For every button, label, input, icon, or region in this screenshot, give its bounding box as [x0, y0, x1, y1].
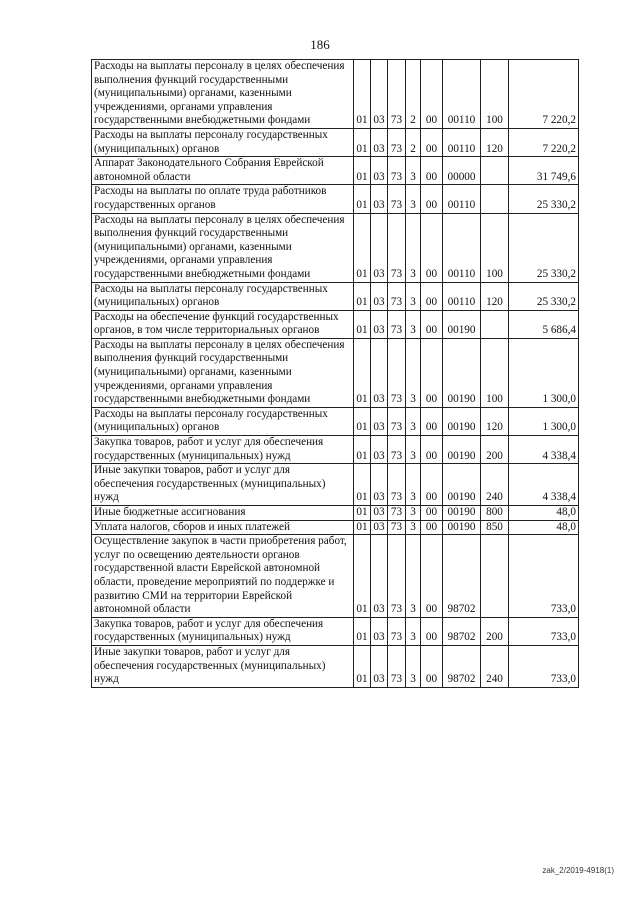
- section-code-cell: 01: [354, 506, 371, 521]
- target-article-direction-cell: 00190: [443, 310, 481, 338]
- expense-type-code-cell: 240: [481, 464, 509, 506]
- target-article-subprogram-cell: 3: [406, 213, 421, 282]
- table-row: [92, 407, 579, 435]
- expense-type-code-cell: 100: [481, 213, 509, 282]
- subsection-code-cell: 03: [371, 645, 388, 687]
- expense-name-cell: Расходы на выплаты персоналу государственных (муниципальных) органов: [92, 282, 354, 310]
- amount-cell: 48,0: [509, 506, 579, 521]
- subsection-code-cell: 03: [371, 157, 388, 185]
- subsection-code-cell: 03: [371, 128, 388, 156]
- amount-cell: 7 220,2: [509, 60, 579, 129]
- table-row: [92, 282, 579, 310]
- expense-name-cell: Расходы на выплаты персоналу в целях обеспечения выполнения функций государственными (муниципальными) органами, казенными учреждениями, органами управления государственными внебюджетными фондами: [92, 338, 354, 407]
- target-article-direction-cell: 00000: [443, 157, 481, 185]
- expense-name-cell: Расходы на выплаты по оплате труда работников государственных органов: [92, 185, 354, 213]
- table-row: [92, 464, 579, 506]
- expense-type-code-cell: 800: [481, 506, 509, 521]
- subsection-code-cell: 03: [371, 520, 388, 535]
- target-article-group-cell: 00: [421, 506, 443, 521]
- target-article-program-cell: 73: [388, 436, 406, 464]
- expense-type-code-cell: 200: [481, 617, 509, 645]
- target-article-subprogram-cell: 3: [406, 407, 421, 435]
- target-article-subprogram-cell: 3: [406, 617, 421, 645]
- target-article-program-cell: 73: [388, 310, 406, 338]
- table-row: [92, 617, 579, 645]
- expense-type-code-cell: 120: [481, 128, 509, 156]
- target-article-direction-cell: 00110: [443, 282, 481, 310]
- expense-name-cell: Расходы на выплаты персоналу государственных (муниципальных) органов: [92, 128, 354, 156]
- section-code-cell: 01: [354, 157, 371, 185]
- target-article-direction-cell: 00110: [443, 213, 481, 282]
- target-article-subprogram-cell: 3: [406, 157, 421, 185]
- target-article-direction-cell: 00190: [443, 407, 481, 435]
- expense-name-cell: Расходы на обеспечение функций государственных органов, в том числе территориальных органов: [92, 310, 354, 338]
- subsection-code-cell: 03: [371, 60, 388, 129]
- section-code-cell: 01: [354, 617, 371, 645]
- target-article-group-cell: 00: [421, 617, 443, 645]
- target-article-group-cell: 00: [421, 213, 443, 282]
- target-article-subprogram-cell: 3: [406, 185, 421, 213]
- section-code-cell: 01: [354, 407, 371, 435]
- subsection-code-cell: 03: [371, 407, 388, 435]
- subsection-code-cell: 03: [371, 338, 388, 407]
- table-row: [92, 645, 579, 687]
- expense-type-code-cell: [481, 185, 509, 213]
- target-article-direction-cell: 00190: [443, 436, 481, 464]
- amount-cell: 25 330,2: [509, 185, 579, 213]
- expense-name-cell: Аппарат Законодательного Собрания Еврейской автономной области: [92, 157, 354, 185]
- table-row: [92, 520, 579, 535]
- table-row: [92, 506, 579, 521]
- target-article-subprogram-cell: 3: [406, 645, 421, 687]
- target-article-direction-cell: 98702: [443, 617, 481, 645]
- amount-cell: 25 330,2: [509, 282, 579, 310]
- amount-cell: 733,0: [509, 645, 579, 687]
- target-article-subprogram-cell: 3: [406, 282, 421, 310]
- section-code-cell: 01: [354, 128, 371, 156]
- target-article-subprogram-cell: 3: [406, 520, 421, 535]
- target-article-program-cell: 73: [388, 520, 406, 535]
- budget-table: [91, 59, 579, 688]
- page-number: 186: [310, 37, 330, 52]
- target-article-program-cell: 73: [388, 185, 406, 213]
- target-article-program-cell: 73: [388, 535, 406, 618]
- amount-cell: 1 300,0: [509, 407, 579, 435]
- table-row: [92, 535, 579, 618]
- table-row: [92, 213, 579, 282]
- expense-type-code-cell: 850: [481, 520, 509, 535]
- amount-cell: 4 338,4: [509, 436, 579, 464]
- target-article-group-cell: 00: [421, 310, 443, 338]
- target-article-program-cell: 73: [388, 464, 406, 506]
- expense-type-code-cell: [481, 310, 509, 338]
- section-code-cell: 01: [354, 338, 371, 407]
- amount-cell: 5 686,4: [509, 310, 579, 338]
- section-code-cell: 01: [354, 520, 371, 535]
- amount-cell: 733,0: [509, 535, 579, 618]
- subsection-code-cell: 03: [371, 617, 388, 645]
- expense-type-code-cell: 240: [481, 645, 509, 687]
- target-article-direction-cell: 00190: [443, 464, 481, 506]
- expense-type-code-cell: 120: [481, 282, 509, 310]
- target-article-direction-cell: 00190: [443, 338, 481, 407]
- target-article-direction-cell: 00190: [443, 520, 481, 535]
- table-row: [92, 338, 579, 407]
- budget-table-body: [92, 60, 579, 688]
- expense-name-cell: Иные закупки товаров, работ и услуг для обеспечения государственных (муниципальных) нужд: [92, 645, 354, 687]
- target-article-program-cell: 73: [388, 617, 406, 645]
- section-code-cell: 01: [354, 464, 371, 506]
- target-article-group-cell: 00: [421, 464, 443, 506]
- target-article-subprogram-cell: 3: [406, 464, 421, 506]
- table-row: [92, 310, 579, 338]
- section-code-cell: 01: [354, 282, 371, 310]
- target-article-direction-cell: 00110: [443, 185, 481, 213]
- target-article-group-cell: 00: [421, 185, 443, 213]
- target-article-group-cell: 00: [421, 282, 443, 310]
- target-article-subprogram-cell: 3: [406, 310, 421, 338]
- target-article-direction-cell: 98702: [443, 645, 481, 687]
- section-code-cell: 01: [354, 310, 371, 338]
- expense-name-cell: Расходы на выплаты персоналу в целях обеспечения выполнения функций государственными (муниципальными) органами, казенными учреждениями, органами управления государственными внебюджетными фондами: [92, 60, 354, 129]
- subsection-code-cell: 03: [371, 185, 388, 213]
- section-code-cell: 01: [354, 185, 371, 213]
- target-article-subprogram-cell: 2: [406, 128, 421, 156]
- expense-name-cell: Иные закупки товаров, работ и услуг для обеспечения государственных (муниципальных) нужд: [92, 464, 354, 506]
- expense-name-cell: Расходы на выплаты персоналу в целях обеспечения выполнения функций государственными (муниципальными) органами, казенными учреждениями, органами управления государственными внебюджетными фондами: [92, 213, 354, 282]
- table-row: [92, 185, 579, 213]
- target-article-group-cell: 00: [421, 60, 443, 129]
- target-article-program-cell: 73: [388, 338, 406, 407]
- target-article-group-cell: 00: [421, 128, 443, 156]
- target-article-group-cell: 00: [421, 645, 443, 687]
- subsection-code-cell: 03: [371, 310, 388, 338]
- target-article-group-cell: 00: [421, 407, 443, 435]
- amount-cell: 733,0: [509, 617, 579, 645]
- target-article-program-cell: 73: [388, 645, 406, 687]
- expense-type-code-cell: 100: [481, 60, 509, 129]
- target-article-group-cell: 00: [421, 157, 443, 185]
- table-row: [92, 436, 579, 464]
- target-article-program-cell: 73: [388, 213, 406, 282]
- target-article-program-cell: 73: [388, 282, 406, 310]
- target-article-subprogram-cell: 3: [406, 436, 421, 464]
- target-article-program-cell: 73: [388, 157, 406, 185]
- subsection-code-cell: 03: [371, 464, 388, 506]
- target-article-direction-cell: 98702: [443, 535, 481, 618]
- expense-name-cell: Расходы на выплаты персоналу государственных (муниципальных) органов: [92, 407, 354, 435]
- target-article-program-cell: 73: [388, 506, 406, 521]
- target-article-group-cell: 00: [421, 338, 443, 407]
- subsection-code-cell: 03: [371, 282, 388, 310]
- expense-type-code-cell: 120: [481, 407, 509, 435]
- amount-cell: 31 749,6: [509, 157, 579, 185]
- amount-cell: 7 220,2: [509, 128, 579, 156]
- table-row: [92, 60, 579, 129]
- target-article-direction-cell: 00190: [443, 506, 481, 521]
- section-code-cell: 01: [354, 535, 371, 618]
- target-article-group-cell: 00: [421, 535, 443, 618]
- expense-name-cell: Уплата налогов, сборов и иных платежей: [92, 520, 354, 535]
- amount-cell: 1 300,0: [509, 338, 579, 407]
- target-article-subprogram-cell: 3: [406, 535, 421, 618]
- target-article-group-cell: 00: [421, 520, 443, 535]
- table-row: [92, 157, 579, 185]
- section-code-cell: 01: [354, 213, 371, 282]
- section-code-cell: 01: [354, 645, 371, 687]
- target-article-direction-cell: 00110: [443, 128, 481, 156]
- subsection-code-cell: 03: [371, 535, 388, 618]
- target-article-subprogram-cell: 3: [406, 506, 421, 521]
- target-article-direction-cell: 00110: [443, 60, 481, 129]
- subsection-code-cell: 03: [371, 436, 388, 464]
- target-article-program-cell: 73: [388, 128, 406, 156]
- expense-type-code-cell: 100: [481, 338, 509, 407]
- expense-name-cell: Закупка товаров, работ и услуг для обеспечения государственных (муниципальных) нужд: [92, 436, 354, 464]
- amount-cell: 25 330,2: [509, 213, 579, 282]
- document-code: zak_2/2019-4918(1): [542, 866, 614, 875]
- table-row: [92, 128, 579, 156]
- target-article-program-cell: 73: [388, 60, 406, 129]
- expense-name-cell: Иные бюджетные ассигнования: [92, 506, 354, 521]
- target-article-subprogram-cell: 2: [406, 60, 421, 129]
- subsection-code-cell: 03: [371, 213, 388, 282]
- amount-cell: 48,0: [509, 520, 579, 535]
- expense-type-code-cell: [481, 535, 509, 618]
- section-code-cell: 01: [354, 436, 371, 464]
- subsection-code-cell: 03: [371, 506, 388, 521]
- expense-type-code-cell: 200: [481, 436, 509, 464]
- target-article-group-cell: 00: [421, 436, 443, 464]
- amount-cell: 4 338,4: [509, 464, 579, 506]
- target-article-subprogram-cell: 3: [406, 338, 421, 407]
- expense-name-cell: Осуществление закупок в части приобретения работ, услуг по освещению деятельности органов государственной власти Еврейской автономной области, проведение мероприятий по поддержке и развитию СМИ на территории Еврейской автономной области: [92, 535, 354, 618]
- section-code-cell: 01: [354, 60, 371, 129]
- expense-name-cell: Закупка товаров, работ и услуг для обеспечения государственных (муниципальных) нужд: [92, 617, 354, 645]
- target-article-program-cell: 73: [388, 407, 406, 435]
- expense-type-code-cell: [481, 157, 509, 185]
